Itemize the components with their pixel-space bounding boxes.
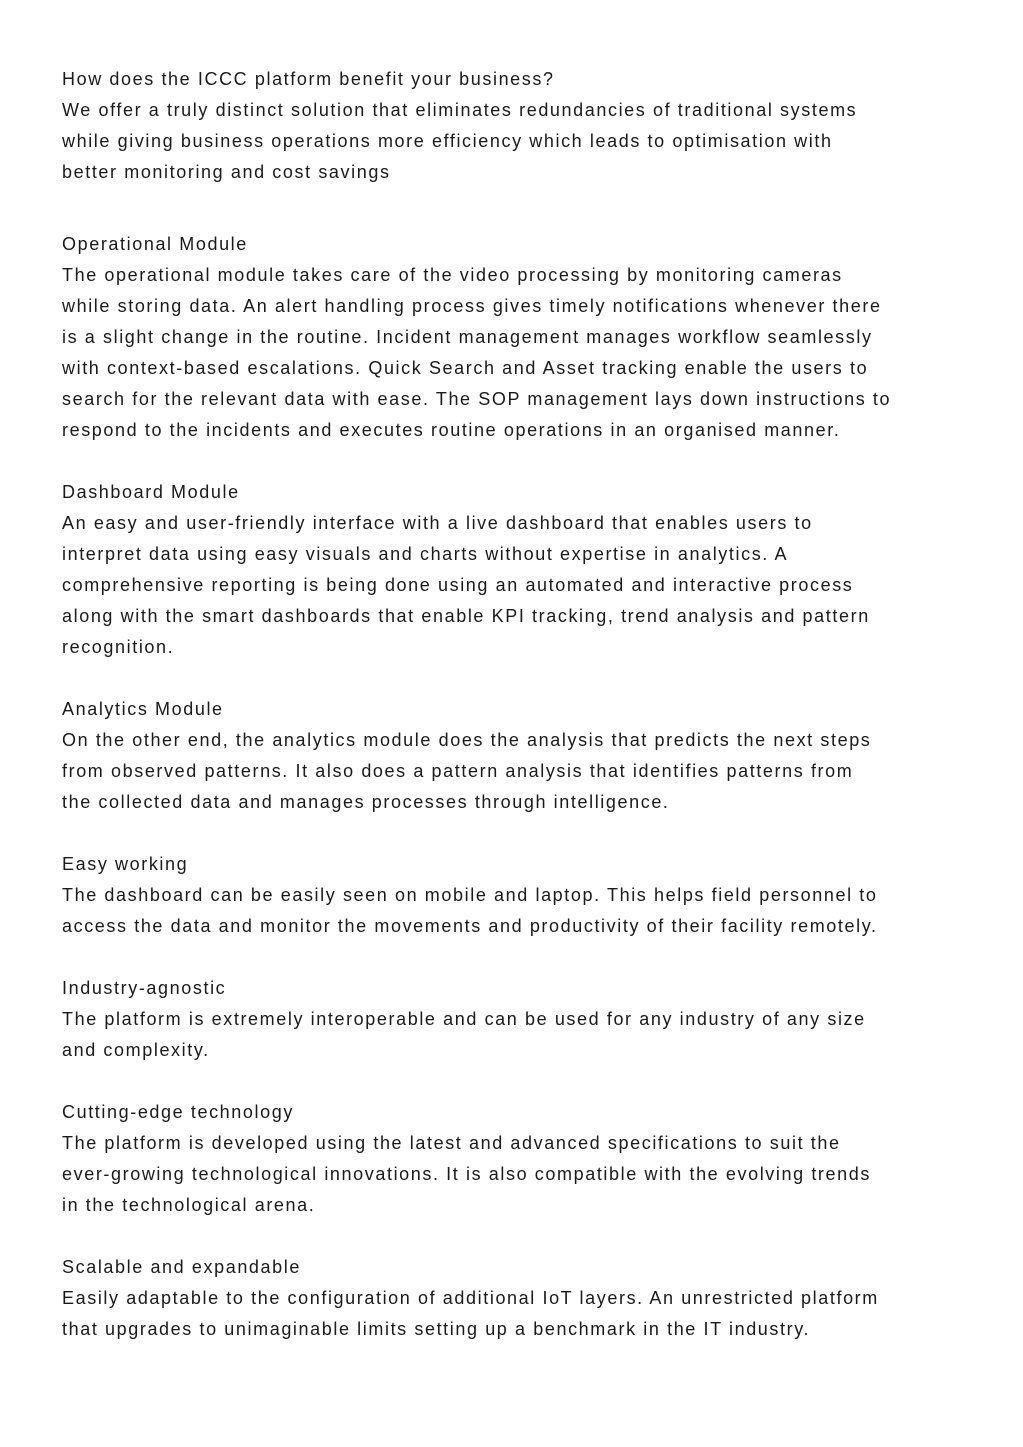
intro-question: [62, 64, 992, 95]
paragraph-line: The operational module takes care of the video processing by monitoring cameras: [62, 265, 843, 285]
paragraph-line: The platform is developed using the latest and advanced specifications to suit the: [62, 1133, 841, 1153]
section-title: [62, 849, 992, 880]
paragraph-line: interpret data using easy visuals and charts without expertise in analytics. A: [62, 544, 789, 564]
paragraph-line: while storing data. An alert handling process gives timely notifications whenever there: [62, 296, 882, 316]
paragraph-line: The platform is extremely interoperable and can be used for any industry of any size: [62, 1009, 866, 1029]
paragraph-line: in the technological arena.: [62, 1195, 316, 1215]
paragraph-line: An easy and user-friendly interface with a live dashboard that enables users to: [62, 513, 813, 533]
spacer: [62, 663, 992, 694]
section-paragraph: [62, 1004, 992, 1066]
paragraph-line: We offer a truly distinct solution that eliminates redundancies of traditional systems: [62, 100, 858, 120]
section-analytics-module: [62, 694, 992, 818]
paragraph-line: with context-based escalations. Quick Search and Asset tracking enable the users to: [62, 358, 869, 378]
section-dashboard-module: [62, 477, 992, 663]
intro-paragraph: [62, 95, 992, 188]
section-scalable-and-expandable: [62, 1252, 992, 1345]
section-title-text: Analytics Module: [62, 699, 224, 719]
section-title-text: Scalable and expandable: [62, 1257, 301, 1277]
section-paragraph: [62, 508, 992, 663]
spacer: [62, 942, 992, 973]
paragraph-line: is a slight change in the routine. Incident management manages workflow seamlessly: [62, 327, 873, 347]
paragraph-line: The dashboard can be easily seen on mobile and laptop. This helps field personnel to: [62, 885, 878, 905]
section-paragraph: [62, 725, 992, 818]
paragraph-line: ever-growing technological innovations. It is also compatible with the evolving trends: [62, 1164, 871, 1184]
document-page: [62, 64, 992, 1345]
section-title-text: Easy working: [62, 854, 189, 874]
paragraph-line: while giving business operations more efficiency which leads to optimisation with: [62, 131, 833, 151]
paragraph-line: access the data and monitor the movements and productivity of their facility remotely.: [62, 916, 878, 936]
section-title: [62, 694, 992, 725]
paragraph-line: recognition.: [62, 637, 175, 657]
section-title-text: Cutting-edge technology: [62, 1102, 294, 1122]
paragraph-line: along with the smart dashboards that enable KPI tracking, trend analysis and pattern: [62, 606, 870, 626]
paragraph-line: and complexity.: [62, 1040, 210, 1060]
paragraph-line: search for the relevant data with ease. The SOP management lays down instructions to: [62, 389, 892, 409]
section-paragraph: [62, 880, 992, 942]
paragraph-line: comprehensive reporting is being done using an automated and interactive process: [62, 575, 854, 595]
section-paragraph: [62, 1128, 992, 1221]
paragraph-line: Easily adaptable to the configuration of additional IoT layers. An unrestricted platform: [62, 1288, 879, 1308]
section-industry-agnostic: [62, 973, 992, 1066]
spacer: [62, 1066, 992, 1097]
paragraph-line: better monitoring and cost savings: [62, 162, 391, 182]
section-title-text: Operational Module: [62, 234, 248, 254]
section-title-text: Dashboard Module: [62, 482, 240, 502]
section-title: [62, 229, 992, 260]
paragraph-line: respond to the incidents and executes routine operations in an organised manner.: [62, 420, 841, 440]
section-title: [62, 1252, 992, 1283]
spacer: [62, 188, 992, 229]
spacer: [62, 1221, 992, 1252]
paragraph-line: from observed patterns. It also does a pattern analysis that identifies patterns from: [62, 761, 854, 781]
intro-question-text: How does the ICCC platform benefit your business?: [62, 69, 555, 89]
section-paragraph: [62, 260, 992, 446]
spacer: [62, 818, 992, 849]
spacer: [62, 446, 992, 477]
section-paragraph: [62, 1283, 992, 1345]
intro-section: [62, 64, 992, 188]
section-title: [62, 477, 992, 508]
section-title-text: Industry-agnostic: [62, 978, 227, 998]
section-title: [62, 973, 992, 1004]
paragraph-line: On the other end, the analytics module does the analysis that predicts the next steps: [62, 730, 872, 750]
section-cutting-edge-technology: [62, 1097, 992, 1221]
section-easy-working: [62, 849, 992, 942]
paragraph-line: the collected data and manages processes through intelligence.: [62, 792, 670, 812]
section-operational-module: [62, 229, 992, 446]
paragraph-line: that upgrades to unimaginable limits setting up a benchmark in the IT industry.: [62, 1319, 811, 1339]
section-title: [62, 1097, 992, 1128]
